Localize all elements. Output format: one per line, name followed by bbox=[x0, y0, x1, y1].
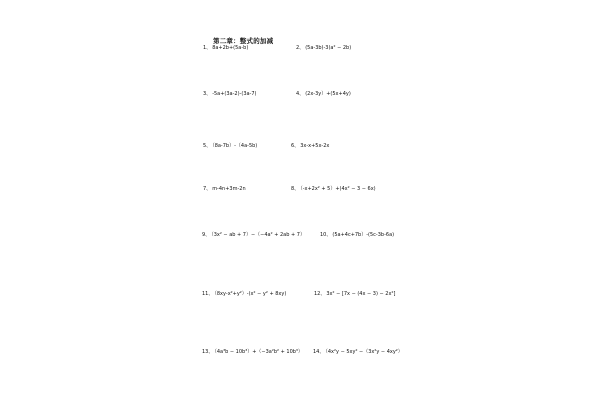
problem-13: 13、（4a³b − 10b³）+（−3a²b² + 10b³） bbox=[202, 349, 303, 355]
problem-11: 11、（8xy-x²+y²）-(x² − y² + 8xy) bbox=[202, 291, 287, 297]
problem-4: 4、(2x-3y）+(5x+4y) bbox=[296, 91, 351, 97]
page-title: 第二章：整式的加减 bbox=[213, 37, 274, 45]
problem-1: 1、8a+2b+(5a-b) bbox=[203, 45, 249, 51]
problem-8: 8、（-x+2x² + 5）+(4x² − 3 − 6x) bbox=[291, 186, 376, 192]
problem-6: 6、3x-x+5x-2x bbox=[291, 143, 330, 149]
problem-10: 10、(5a+4c+7b）-(5c-3b-6a) bbox=[320, 232, 395, 238]
problem-14: 14、（4x²y − 5xy² −（3x²y − 4xy²） bbox=[313, 349, 403, 355]
problem-5: 5、（8a-7b）-（4a-5b) bbox=[203, 143, 258, 149]
problem-2: 2、(5a-3b)-3(a² − 2b) bbox=[296, 45, 352, 51]
problem-9: 9、（3x² − ab + 7）−（−4a² + 2ab + 7） bbox=[202, 232, 305, 238]
problem-12: 12、3x² − [7x − (4x − 3) − 2x²] bbox=[314, 291, 396, 297]
problem-7: 7、m-4n+3m-2n bbox=[203, 186, 246, 192]
problem-3: 3、-5a+(3a-2)-(3a-7) bbox=[203, 91, 257, 97]
